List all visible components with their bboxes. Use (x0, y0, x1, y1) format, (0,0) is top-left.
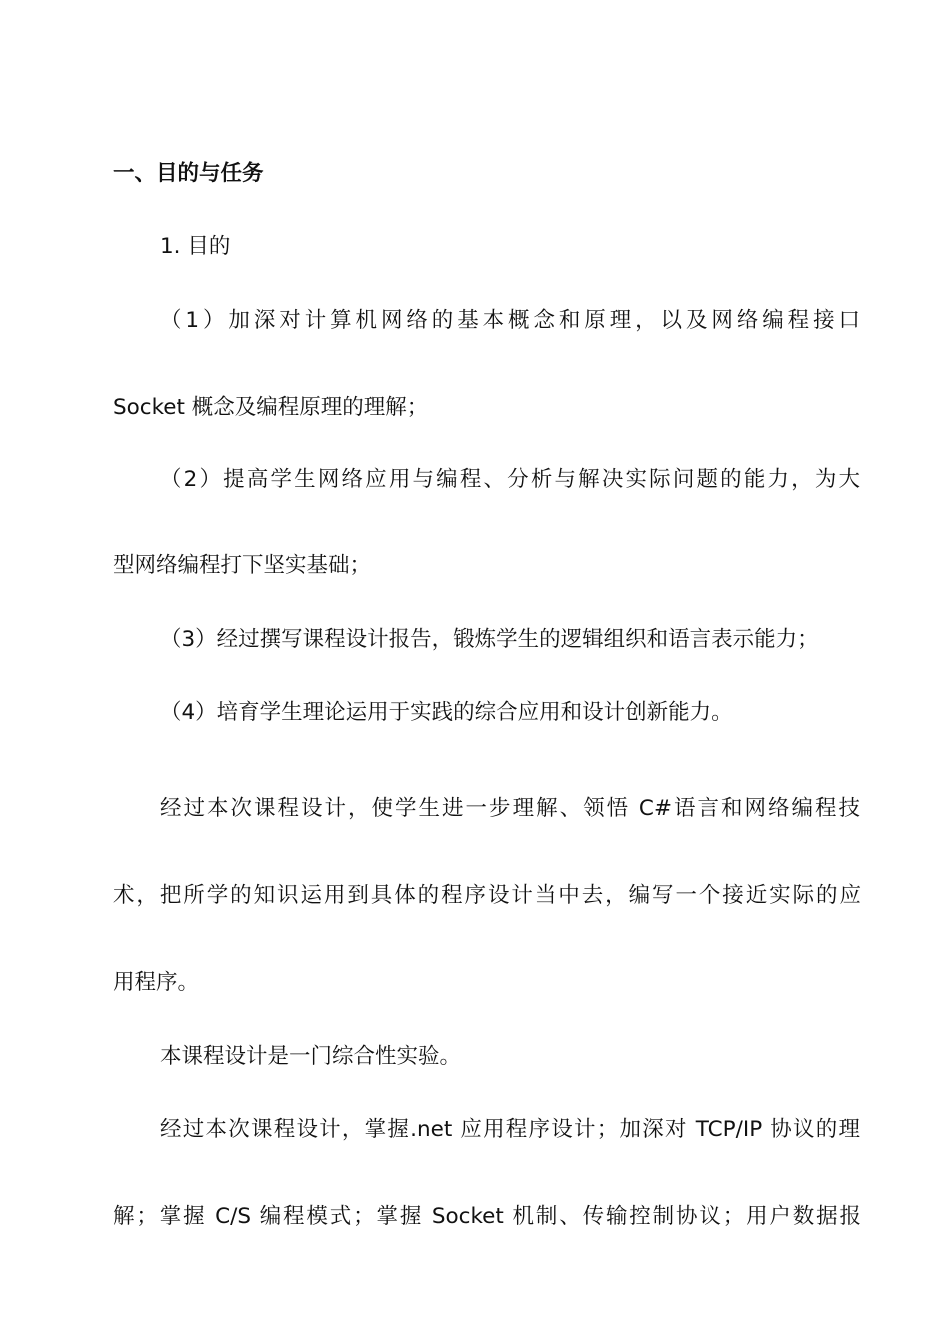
paragraph-line: 经过本次课程设计，掌握.net 应用程序设计；加深对 TCP/IP 协议的理 (160, 1117, 860, 1142)
subsection-title: 1. 目的 (160, 234, 231, 259)
paragraph-line: （4）培育学生理论运用于实践的综合应用和设计创新能力。 (160, 700, 733, 725)
paragraph-line: 术，把所学的知识运用到具体的程序设计当中去，编写一个接近实际的应 (113, 883, 861, 908)
paragraph-line: 用程序。 (113, 970, 200, 995)
section-title: 一、目的与任务 (113, 161, 264, 186)
paragraph-line: （3）经过撰写课程设计报告，锻炼学生的逻辑组织和语言表示能力； (160, 627, 819, 652)
paragraph-line: 解；掌握 C/S 编程模式；掌握 Socket 机制、传输控制协议；用户数据报 (113, 1204, 861, 1229)
paragraph-line: 本课程设计是一门综合性实验。 (160, 1044, 462, 1069)
paragraph-line: Socket 概念及编程原理的理解； (113, 395, 429, 420)
paragraph-line: （1）加深对计算机网络的基本概念和原理，以及网络编程接口 (160, 308, 860, 333)
paragraph-line: （2）提高学生网络应用与编程、分析与解决实际问题的能力，为大 (160, 467, 860, 492)
paragraph-line: 型网络编程打下坚实基础； (113, 553, 372, 578)
paragraph-line: 经过本次课程设计，使学生进一步理解、领悟 C#语言和网络编程技 (160, 796, 860, 821)
